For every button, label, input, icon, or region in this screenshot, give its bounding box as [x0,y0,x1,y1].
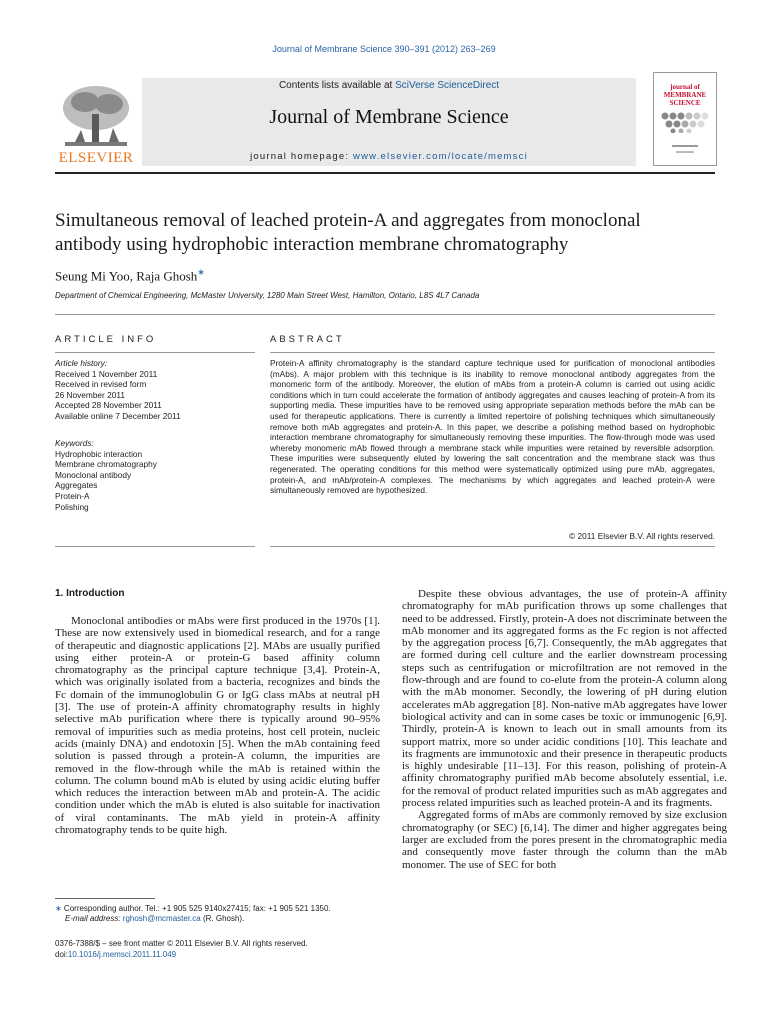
paper-title-line: Simultaneous removal of leached protein-A and aggregates from monoclonal [55,210,641,231]
doi-label: doi: [55,950,68,959]
keyword: Monoclonal antibody [55,469,132,480]
keyword: Polishing [55,501,89,512]
history-item: Received in revised form [55,379,147,390]
body-column-right [402,588,727,871]
history-item: Received 1 November 2011 [55,368,158,379]
footnote-mark: ∗ [55,904,62,913]
footnote-rule [55,898,155,899]
keyword: Hydrophobic interaction [55,448,143,459]
footnote-email [55,914,385,924]
footnote-text: Corresponding author. Tel.: +1 905 525 9140x27415; fax: +1 905 521 1350. [61,904,331,913]
contents-prefix: Contents lists available at [278,80,396,91]
affiliation: Department of Chemical Engineering, McMaster University, 1280 Main Street West, Hamilton, Ontario, L8S 4L7 Canada [55,291,480,300]
body-paragraph: Despite these obvious advantages, the use of protein-A affinity chromatography for mAb purification throws up some challenges that need to be addressed. Firstly, protein-A does not discriminate between the mAb monomer and its aggregated forms as the Fc region is not affected by the aggregation process [6,7]. Consequently, the mAb aggregates that are formed during cell culture and the earlier downstream processing steps such as centrifugation or microfiltration are not removed in the flow-through and are found to co-elute from the protein-A column along with the mAb monomer. Secondly, the lowering of pH during elution accelerates mAb aggregation [8]. Non-native mAb aggregates have lower biological activity and can in some cases be toxic or immunogenic [6,9]. Thirdly, protein-A is known to leach out in small amounts from its support matrix, more so under acidic conditions [10]. This leachate and its fragments are immunotoxic and their presence in therapeutic products is highly undesirable [11–13]. For this reason, polishing of protein-A affinity chromatography purified mAb become absolutely essential, i.e. for the removal of product related impurities such as mAb aggregates and process related impurities such as leached protein-A and its fragments. [402,588,727,810]
issn-block [55,938,308,960]
cover-title-line: MEMBRANE [663,91,707,99]
cover-divider [676,151,694,153]
introduction-heading: 1. Introduction [55,588,125,599]
homepage-line [142,151,636,162]
journal-cover-thumbnail [653,72,717,166]
abstract-rule [270,352,715,353]
homepage-prefix: journal homepage: [250,151,354,162]
footnote-contact [55,904,385,914]
abstract-heading: ABSTRACT [270,334,345,345]
abstract-text: Protein-A affinity chromatography is the standard capture technique used for purification of monoclonal antibodies (mAbs). A major problem with this technique is its inability to remove monoclonal antibody aggregates from the monomeric form of the antibody. Moreover, the elution of mAbs from a protein-A column is carried out using acidic conditions which in turn could accelerate the formation of antibody aggregates and causes leaching of protein-A from its supporting media. These impurities have to be removed using appropriate separation methods before the mAb can be used for therapeutic applications. There is currently a limited repertoire of polishing techniques which simultaneously remove both mAb aggregates and protein-A. In this paper, we describe a polishing method based on hydrophobic interaction membrane chromatography for simultaneously removing these impurities. The flow-through mode was used whereby monomeric mAb flowed through a membrane stack while impurities were retained by reversible adsorption. These impurities were subsequently eluted by lowering the salt concentration and the membrane stack was thus regenerated. The operating conditions for this method were systematically optimized using pure mAb, aggregates, protein-A, and mAb/protein-A complexes. The mechanisms by which aggregates and leached protein-A were simultaneously removed are hypothesized. [270,358,715,496]
history-item: 26 November 2011 [55,389,125,400]
abstract-copyright: © 2011 Elsevier B.V. All rights reserved. [569,531,715,541]
journal-title: Journal of Membrane Science [269,106,509,128]
cover-title [654,83,716,107]
history-item: Available online 7 December 2011 [55,410,181,421]
cover-title-line: SCIENCE [669,99,701,107]
cover-divider [672,145,698,147]
body-column-left [55,615,380,836]
footnote [55,904,385,925]
keyword: Aggregates [55,480,98,491]
keywords [55,438,255,512]
homepage-link[interactable]: www.elsevier.com/locate/memsci [353,151,528,162]
sciencedirect-link[interactable]: SciVerse ScienceDirect [395,80,500,91]
abstract-bottom-rule [270,546,715,547]
history-item: Accepted 28 November 2011 [55,400,162,411]
doi-line [55,949,308,960]
article-info-rule [55,352,255,353]
paper-title-line: antibody using hydrophobic interaction membrane chromatography [55,234,569,255]
email-label: E-mail address: [65,914,123,924]
journal-reference[interactable]: Journal of Membrane Science 390–391 (2012) 263–269 [272,44,496,54]
history-label: Article history: [55,358,108,368]
email-suffix: (R. Ghosh). [200,914,245,924]
cover-pattern-icon [660,111,710,133]
doi-link[interactable]: 10.1016/j.memsci.2011.11.049 [67,950,177,959]
author-names: Seung Mi Yoo, Raja Ghosh [55,268,198,284]
body-paragraph: Aggregated forms of mAbs are commonly removed by size exclusion chromatography (or SEC) [6,14]. The dimer and higher aggregates being larger are excluded from the pores present in the chromatographic media and consequently move faster through the column than the mAb monomer. The use of SEC for both [402,809,727,871]
issn-line: 0376-7388/$ – see front matter © 2011 Elsevier B.V. All rights reserved. [55,939,308,948]
paper-title [55,209,735,257]
authors [55,267,205,284]
body-paragraph: Monoclonal antibodies or mAbs were first produced in the 1970s [1]. These are now extensively used in biomedical research, and for a range of therapeutic and diagnostic applications [2]. MAbs are usually purified using either protein-A or protein-G based affinity column chromatography as the principal capture technique [3,4]. Protein-A, which was originally isolated from a bacteria, recognizes and binds the Fc domain of the immunoglobulin G or IgG class mAbs at neutral pH [3]. The use of protein-A affinity chromatography results in highly selective mAb purification where there is typically around 90–95% removal of impurities such as media proteins, host cell protein, nucleic acids (mainly DNA) and endotoxin [5]. When the mAb containing feed solution is passed through a protein-A column, the impurities are removed in the flow-through while the mAb is retained within the column. The column bound mAb is eluted by using acidic eluting buffer which reduces the interaction between mAb and protein-A. The acidic condition under which the mAb is eluted is also suitable for inactivation of viral contaminants. The mAb yield in protein-A affinity chromatography tends to be quite high. [55,615,380,837]
header-rule [55,172,715,174]
email-link[interactable]: rghosh@mcmaster.ca [122,914,201,924]
article-history [55,358,255,422]
corresponding-author-mark[interactable]: ∗ [197,267,205,277]
keywords-label: Keywords: [55,438,94,448]
keyword: Membrane chromatography [55,459,157,470]
article-info-heading: ARTICLE INFO [55,334,157,345]
cover-title-line: journal of [670,83,700,91]
section-rule [55,314,715,315]
article-info-bottom-rule [55,546,255,547]
publisher-name: ELSEVIER [58,150,134,166]
keyword: Protein-A [55,490,90,501]
contents-line [142,80,636,91]
